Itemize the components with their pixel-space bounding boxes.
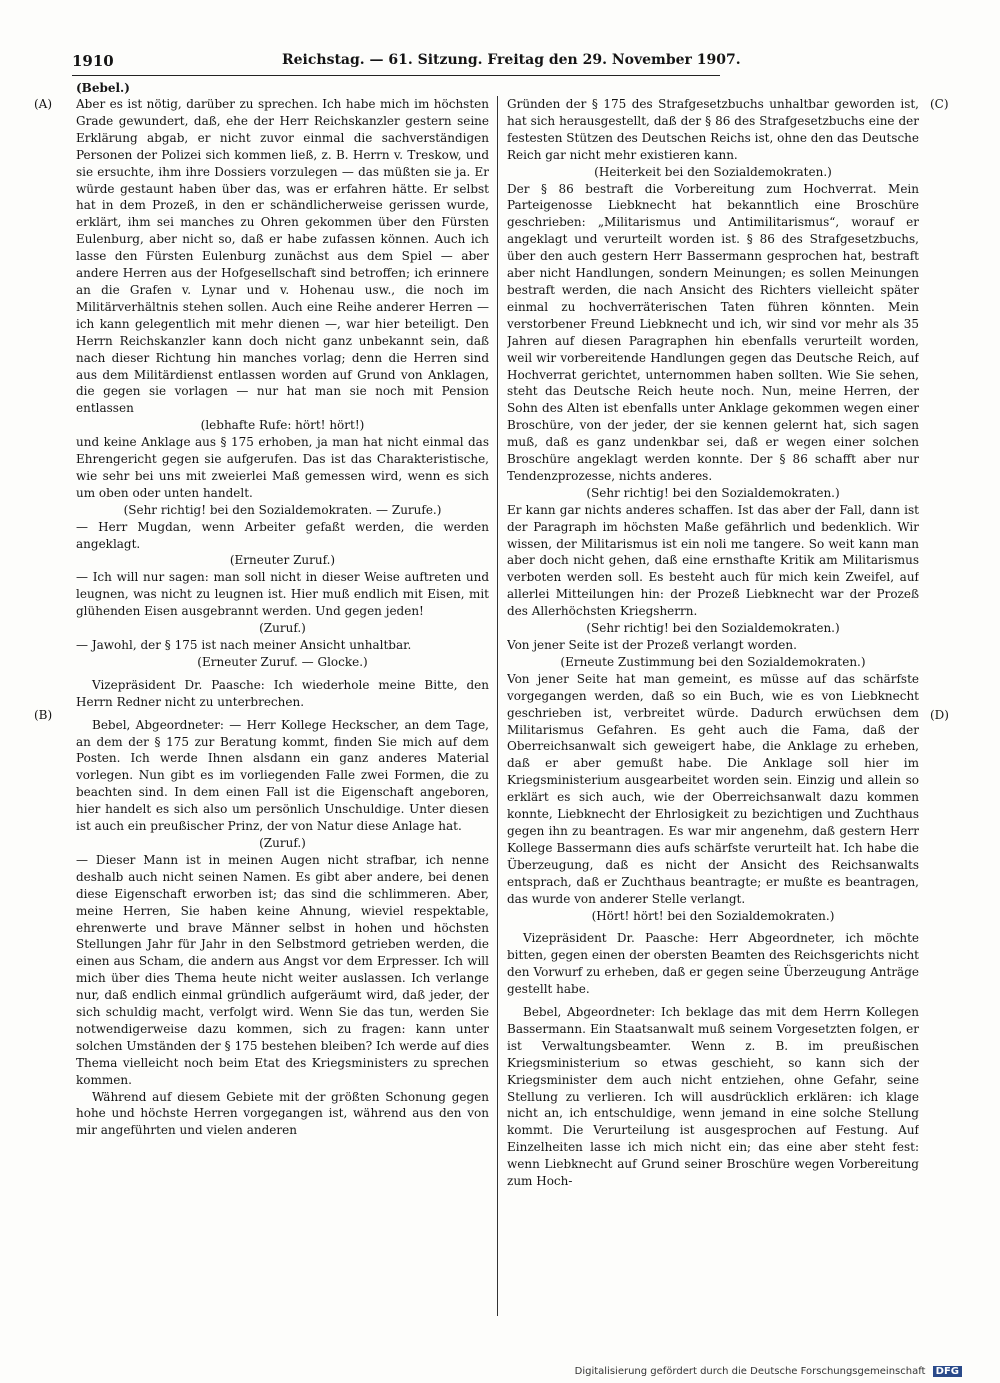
left-column (76, 96, 489, 1296)
speaker-paragraph: Vizepräsident Dr. Paasche: Herr Abgeordneter, ich möchte bitten, gegen einen der obersten Beamten des Reichsgerichts nicht den Vorwurf zu erheben, daß er gegen seine Überzeugung Anträge gestellt habe. (507, 931, 919, 997)
interjection: (Erneuter Zuruf.) (229, 553, 336, 568)
dfg-logo: DFG (933, 1366, 962, 1377)
header-rule (72, 75, 720, 76)
paragraph: — Dieser Mann ist in meinen Augen nicht strafbar, ich nenne deshalb auch nicht seinen Namen. Es gibt aber andere, bei denen diese Eigenschaft erworben ist; das sind die schlimmeren. Aber, meine Herren, Sie haben keine Ahnung, wieviel respektable, ehrenwerte und brave Männer selbst in hohen und höchsten Stellungen Jahr für Jahr in den Selbstmord getrieben werden, die einen aus Scham, die andern aus Angst vor dem Erpresser. Ich will mich über dies Thema heute nicht weiter auslassen. Ich verlange nur, daß endlich einmal gründlich aufgeräumt wird, daß jeder, der sich schuldig macht, verfolgt wird. Wenn Sie das tun, werden Sie notwendigerweise dazu kommen, sich zu fragen: kann unter solchen Umständen der § 175 bestehen bleiben? Ich werde auf dies Thema vielleicht noch beim Etat des Kriegsministers zu sprechen kommen. (76, 852, 489, 1087)
margin-marker-b: (B) (34, 708, 53, 722)
paragraph: — Jawohl, der § 175 ist nach meiner Ansicht unhaltbar. (76, 638, 412, 652)
paragraph: und keine Anklage aus § 175 erhoben, ja man hat nicht einmal das Ehrengericht gegen sie aufgerufen. Das ist das Charakteristische, wie sehr bei uns mit zweierlei Maß gemessen wird, wenn es sich um oben oder unten handelt. (76, 435, 489, 500)
paragraph: Von jener Seite ist der Prozeß verlangt worden. (507, 638, 797, 652)
margin-marker-c: (C) (930, 97, 949, 111)
interjection: (Zuruf.) (259, 621, 306, 636)
interjection: (Sehr richtig! bei den Sozialdemokraten.) (586, 485, 840, 500)
margin-marker-a: (A) (34, 97, 53, 111)
page-header (72, 52, 741, 74)
paragraph: Von jener Seite hat man gemeint, es müsse auf das schärfste vorgegangen werden, daß so ein Buch, wie es von Liebknecht geschrieben ist, verbreitet würde. Dadurch erwüchsen dem Militarismus Gefahren. Es geht auch die Fama, daß der Oberreichsanwalt sich geweigert habe, die Anklage zu erheben, daß er aber gemußt habe. Die Anklage soll hier im Kriegsministerium ausgearbeitet worden sein. Einzig und allein so erklärt es sich auch, wie der Oberreichsanwalt dazu kommen konnte, Liebknecht der Ehrlosigkeit zu bezichtigen und Zuchthaus gegen ihn zu beantragen. Es war mir angenehm, daß gestern Herr Kollege Bassermann dies aufs schärfste verurteilt hat. Ich habe die Überzeugung, daß es nicht der Ansicht des Reichsanwalts entsprach, daß er Zuchthaus beantragte; er mußte es beantragen, das wurde von anderer Stelle verlangt. (507, 671, 919, 906)
speaker-paragraph: Bebel, Abgeordneter: Ich beklage das mit dem Herrn Kollegen Bassermann. Ein Staatsanwalt muß seinem Vorgesetzten folgen, er ist Verwaltungsbeamter. Wenn z. B. im preußischen Kriegsministerium so etwas geschieht, so kann sich der Kriegsminister dem auch nicht entziehen, ohne Gefahr, seine Stellung zu verlieren. Ich will ausdrücklich erklären: ich klage nicht an, ich entschuldige, wenn jemand in eine solche Stellung kommt. Die Verurteilung ist ausgesprochen auf Festung. Auf Einzelheiten lasse ich mich nicht ein; das eine aber steht fest: wenn Liebknecht auf Grund seiner Broschüre wegen Vorbereitung zum Hoch- (507, 1005, 919, 1189)
paragraph: — Herr Mugdan, wenn Arbeiter gefaßt werden, die werden angeklagt. (76, 519, 489, 551)
running-title: Reichstag. — 61. Sitzung. Freitag den 29. November 1907. (282, 52, 741, 68)
column-divider (497, 96, 498, 1316)
page-number: 1910 (72, 52, 114, 70)
paragraph: Gründen der § 175 des Strafgesetzbuchs unhaltbar geworden ist, hat sich herausgestellt, daß der § 86 des Strafgesetzbuchs eine der festesten Stützen des Deutschen Reichs ist, ohne den das Deutsche Reich gar nicht mehr existieren kann. (507, 97, 919, 162)
paragraph: Der § 86 bestraft die Vorbereitung zum Hochverrat. Mein Parteigenosse Liebknecht hat bekanntlich eine Broschüre geschrieben: „Militarismus und Antimilitarismus“, worauf er angeklagt und verurteilt worden ist. § 86 des Strafgesetzbuchs, über den auch gestern Herr Bassermann gesprochen hat, bestraft aber nicht Handlungen, sondern Meinungen; es sollen Meinungen bestraft werden, die nach Ansicht des Richters vielleicht später einmal zu hochverräterischen Taten führen könnten. Mein verstorbener Freund Liebknecht und ich, wir sind vor mehr als 35 Jahren auf diesen Paragraphen hin ebenfalls verurteilt worden, weil wir vorbereitende Handlungen gegen das Deutsche Reich, auf Hochverrat gerichtet, unternommen haben sollten. Wie Sie sehen, steht das Deutsche Reich heute noch. Nun, meine Herren, der Sohn des Alten ist ebenfalls unter Anklage gekommen wegen einer Broschüre, von der jeder, der sie kennen gelernt hat, sich sagen muß, daß es ganz undenkbar sei, daß er wegen einer solchen Broschüre angeklagt werden konnte. Der § 86 schafft aber nur Tendenzprozesse, nichts anderes. (507, 181, 919, 483)
digitization-footer (575, 1366, 962, 1377)
footer-text: Digitalisierung gefördert durch die Deutsche Forschungsgemeinschaft (574, 1366, 926, 1377)
paragraph: — Ich will nur sagen: man soll nicht in dieser Weise auftreten und leugnen, was nicht zu leugnen ist. Hier muß endlich mit Eisen, mit glühenden Eisen ausgebrannt werden. Und gegen jeden! (76, 570, 489, 619)
interjection: (Hört! hört! bei den Sozialdemokraten.) (591, 908, 835, 923)
speaker-paragraph: Vizepräsident Dr. Paasche: Ich wiederhole meine Bitte, den Herrn Redner nicht zu unterbrechen. (76, 677, 489, 709)
speaker-tag: (Bebel.) (76, 81, 130, 95)
interjection: (Heiterkeit bei den Sozialdemokraten.) (594, 164, 832, 179)
interjection: (Sehr richtig! bei den Sozialdemokraten. — Zurufe.) (123, 502, 442, 517)
interjection: (Erneuter Zuruf. — Glocke.) (197, 654, 368, 669)
interjection: (Sehr richtig! bei den Sozialdemokraten.) (586, 621, 840, 636)
paragraph: Aber es ist nötig, darüber zu sprechen. Ich habe mich im höchsten Grade gewundert, daß, ehe der Herr Reichskanzler gestern seine Erklärung abgab, er nicht zuvor einmal die sachverständigen Personen der Polizei sich kommen ließ, z. B. Herrn v. Treskow, und sie ersuchte, ihm ihre Dossiers vorzulegen — das müßten sie ja. Er würde gestaunt haben über das, was er erfahren hätte. Er selbst hat in dem Prozeß, in den er schändlicherweise gerissen wurde, erklärt, ihm sei manches zu Ohren gekommen über den Fürsten Eulenburg, aber nicht so, daß er habe zufassen können. Auch ich lasse den Fürsten Eulenburg zunächst aus dem Spiel — aber andere Herren aus der Hofgesellschaft sind betroffen; ich erinnere an die Grafen v. Lynar und v. Hohenau usw., die noch im Militärverhältnis stehen sollen. Auch eine Reihe anderer Herren — ich kann gelegentlich mit mehr dienen —, war hier beteiligt. Den Herrn Reichskanzler kann doch nicht ganz unbekannt sein, daß nach dieser Richtung hin manches vorlag; denn die Herren sind aus dem Militärdienst entlassen worden auf Grund von Anklagen, die gegen sie vorlagen — nur hat man sie noch mit Pension entlassen (76, 97, 489, 416)
interjection: (Zuruf.) (259, 835, 306, 850)
interjection: (Erneute Zustimmung bei den Sozialdemokraten.) (560, 654, 866, 669)
right-column (507, 96, 919, 1296)
interjection: (lebhafte Rufe: hört! hört!) (200, 418, 365, 433)
paragraph: Während auf diesem Gebiete mit der größten Schonung gegen hohe und höchste Herren vorgegangen ist, während aus den von mir angeführten und vielen anderen (76, 1089, 489, 1138)
paragraph: Er kann gar nichts anderes schaffen. Ist das aber der Fall, dann ist der Paragraph im höchsten Maße gefährlich und bedenklich. Wir wissen, der Militarismus ist ein noli me tangere. So weit kann man aber doch nicht gehen, daß eine ernsthafte Kritik am Militarismus verboten werden soll. Es besteht auch für mich kein Zweifel, auf allerlei Mitteilungen hin: der Prozeß Liebknecht war der Prozeß des Allerhöchsten Kriegsherrn. (507, 502, 919, 619)
margin-marker-d: (D) (930, 708, 949, 722)
speaker-paragraph: Bebel, Abgeordneter: — Herr Kollege Heckscher, an dem Tage, an dem der § 175 zur Beratung kommt, finden Sie mich auf dem Posten. Ich werde Ihnen alsdann ein ganz anderes Material vorlegen. Nun gibt es im vorliegenden Falle zwei Formen, die zu beachten sind. In dem einen Fall ist die Eigenschaft angeboren, hier handelt es sich also um persönlich Unschuldige. Unter diesen ist auch ein preußischer Prinz, der von Natur diese Anlage hat. (76, 717, 489, 834)
